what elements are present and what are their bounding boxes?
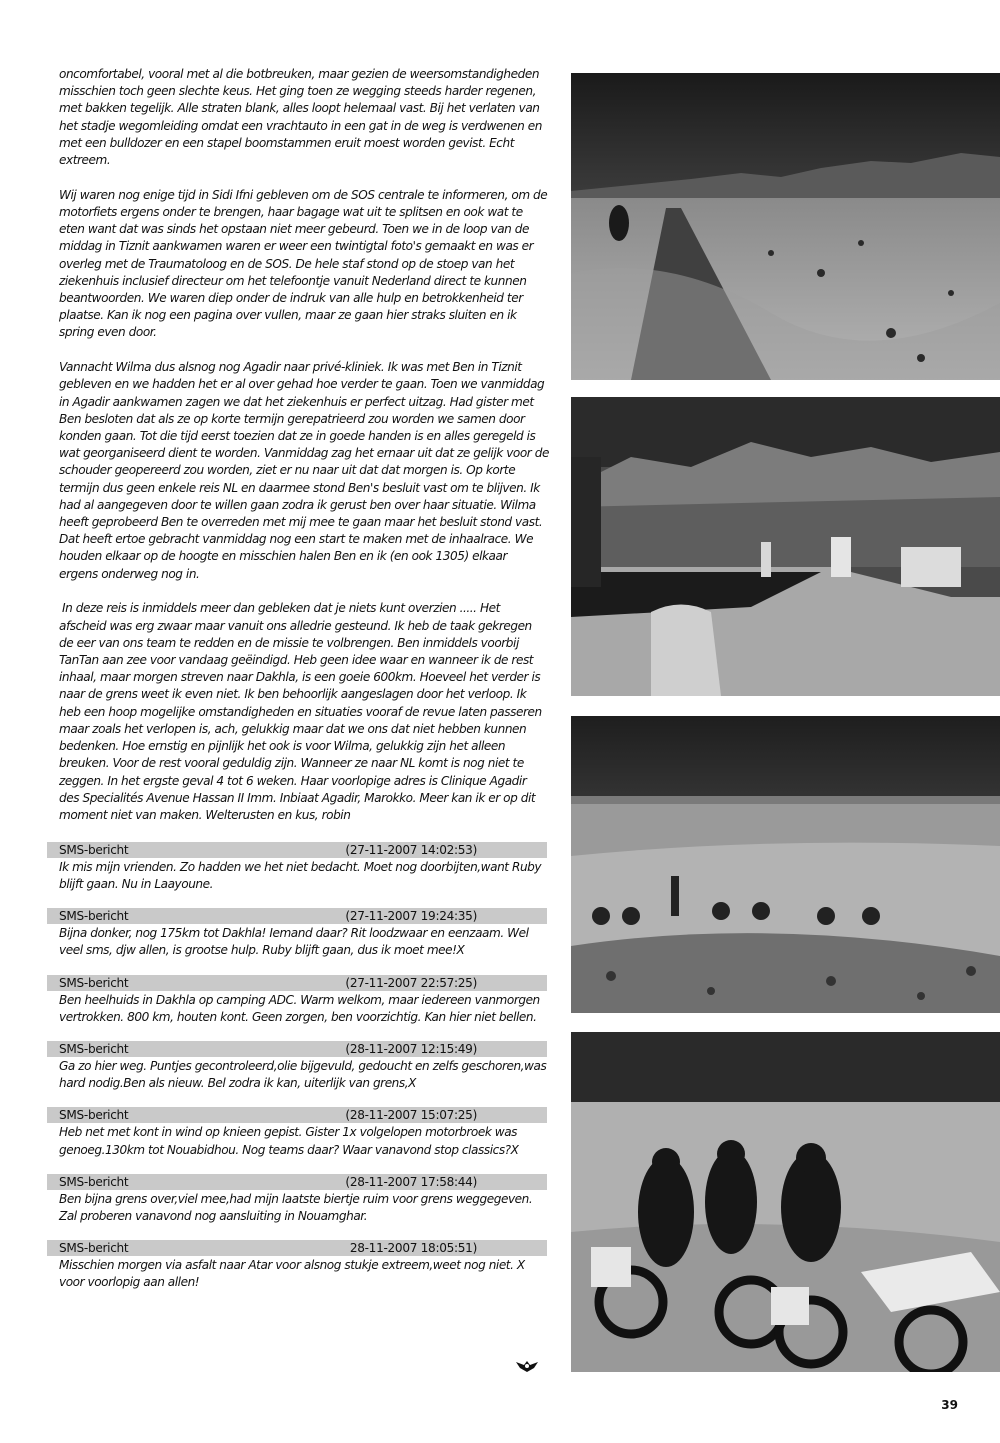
sms-header-bar <box>47 975 547 991</box>
sms-timestamp: (27-11-2007 14:02:53) <box>345 842 477 857</box>
sms-label: SMS-bericht <box>59 975 129 990</box>
sms-text: Ik mis mijn vrienden. Zo hadden we het niet bedacht. Moet nog doorbijten,want Ruby blijft gaan. Nu in Laayoune. <box>59 859 542 891</box>
sms-header-bar <box>47 1174 547 1190</box>
sms-text: Bijna donker, nog 175km tot Dakhla! Iemand daar? Rit loodzwaar en eenzaam. Wel veel sms, djw allen, is grootse hulp. Ruby blijft gaan, dus ik moet mee!X <box>59 926 529 958</box>
sms-timestamp: (27-11-2007 22:57:25) <box>345 975 477 990</box>
sms-header-bar <box>47 1240 547 1256</box>
photo-desert-road <box>571 73 1000 380</box>
photo-pool-terrace-image <box>571 397 1000 696</box>
sms-header-bar <box>47 1107 547 1123</box>
sms-header-bar <box>47 842 547 858</box>
sms-text: Heb net met kont in wind op knieen gepist. Gister 1x volgelopen motorbroek was genoeg.130km tot Nouabidhou. Nog teams daar? Waar vanavond stop classics?X <box>59 1125 519 1157</box>
magazine-logo <box>516 1358 538 1372</box>
photo-desert-plain <box>571 716 1000 1013</box>
sms-message <box>59 842 549 893</box>
winged-logo-icon <box>516 1359 538 1373</box>
sms-text: Misschien morgen via asfalt naar Atar voor alsnog stukje extreem,weet nog niet. X voor voorlopig aan allen! <box>59 1258 525 1290</box>
photo-riders-motorcycles <box>571 1032 1000 1372</box>
sms-message <box>59 908 549 959</box>
photo-desert-road-image <box>571 73 1000 380</box>
sms-message <box>59 1174 549 1225</box>
photo-desert-plain-image <box>571 716 1000 1013</box>
sms-header-bar <box>47 1041 547 1057</box>
sms-label: SMS-bericht <box>59 909 129 924</box>
sms-text: Ga zo hier weg. Puntjes gecontroleerd,olie bijgevuld, gedoucht en zelfs geschoren,was hard nodig.Ben als nieuw. Bel zodra ik kan, uiterlijk van grens,X <box>59 1058 547 1091</box>
sms-header-bar <box>47 908 547 924</box>
sms-text: Ben heelhuids in Dakhla op camping ADC. Warm welkom, maar iedereen vanmorgen vertrokken. 800 km, houten kont. Geen zorgen, ben voorzichtig. Kan hier niet bellen. <box>59 992 540 1024</box>
article-paragraph-4: In deze reis is inmiddels meer dan gebleken dat je niets kunt overzien ..... Het afscheid was erg zwaar maar vanuit ons alledrie gesteund. Ik heb de taak gekregen de eer van ons team te redden en de missie te volbrengen. Ben inmiddels voorbij TanTan aan zee voor vandaag geëindigd. Heb geen idee waar en wanneer ik de rest inhaal, maar morgen streven naar Dakhla, is een goeie 600km. Hoeveel het verder is naar de grens weet ik even niet. Ik ben behoorlijk aangeslagen door het verloop. Ik heb een hoop mogelijke omstandigheden en situaties vooraf de revue laten passeren maar zoals het verlopen is, ach, gelukkig maar dat we ons dat niet hebben kunnen bedenken. Hoe ernstig en pijnlijk het ook is voor Wilma, gelukkig zijn het alleen breuken. Voor de rest vooral geduldig zijn. Wanneer ze naar NL komt is nog niet te zeggen. In het ergste geval 4 tot 6 weken. Haar voorlopige adres is Clinique Agadir des Specialités Avenue Hassan II Imm. Inbiaat Agadir, Marokko. Meer kan ik er op dit moment niet van maken. Welterusten en kus, robin <box>59 601 542 822</box>
sms-message <box>59 975 549 1026</box>
sms-message <box>59 1041 549 1092</box>
sms-label: SMS-bericht <box>59 842 129 857</box>
photo-riders-motorcycles-image <box>571 1032 1000 1372</box>
sms-label: SMS-bericht <box>59 1241 129 1256</box>
sms-message <box>59 1240 549 1291</box>
sms-timestamp: (28-11-2007 17:58:44) <box>345 1174 477 1189</box>
sms-label: SMS-bericht <box>59 1041 129 1056</box>
photo-pool-terrace <box>571 397 1000 696</box>
sms-message <box>59 1107 549 1158</box>
article-column <box>59 66 549 1307</box>
sms-timestamp: (28-11-2007 15:07:25) <box>345 1108 477 1123</box>
sms-timestamp: (28-11-2007 12:15:49) <box>345 1041 477 1056</box>
sms-timestamp: (27-11-2007 19:24:35) <box>345 909 477 924</box>
page-number: 39 <box>941 1398 958 1412</box>
sms-text: Ben bijna grens over,viel mee,had mijn laatste biertje ruim voor grens weggegeven. Zal proberen vanavond nog aansluiting in Nouamghar. <box>59 1191 533 1223</box>
article-paragraph-3: Vannacht Wilma dus alsnog nog Agadir naar privé-kliniek. Ik was met Ben in Tiznit gebleven en we hadden het er al over gehad hoe verder te gaan. Toen we vanmiddag in Agadir aankwamen zagen we dat het ziekenhuis er perfect uitzag. Had gister met Ben besloten dat als ze op korte termijn gerepatrieerd zou worden we samen door konden gaan. Tot die tijd eerst toezien dat ze in goede handen is en alles geregeld is wat georganiseerd dient te worden. Vanmiddag zag het ernaar uit dat ze gelijk voor de schouder geopereerd zou worden, ziet er nu naar uit dat dat morgen is. Op korte termijn dus geen enkele reis NL en daarmee stond Ben's besluit vast om te blijven. Ik had al aangegeven door te willen gaan zodra ik gerust ben over haar situatie. Wilma heeft geprobeerd Ben te overreden met mij mee te gaan maar het besluit stond vast. Dat heeft ertoe gebracht vanmiddag nog een start te maken met de inhaalrace. We houden elkaar op de hoogte en misschien halen Ben en ik (en ook 1305) elkaar ergens onderweg nog in. <box>59 360 549 581</box>
sms-label: SMS-bericht <box>59 1108 129 1123</box>
article-paragraph-1: oncomfortabel, vooral met al die botbreuken, maar gezien de weersomstandigheden misschien toch geen slechte keus. Het ging toen ze wegging steeds harder regenen, met bakken tegelijk. Alle straten blank, alles loopt helemaal vast. Bij het verlaten van het stadje wegomleiding omdat een vrachtauto in een gat in de weg is verdwenen en met een bulldozer en een stapel boomstammen eruit moest worden gevist. Echt extreem. <box>59 67 542 168</box>
sms-timestamp: 28-11-2007 18:05:51) <box>349 1241 477 1256</box>
article-paragraph-2: Wij waren nog enige tijd in Sidi Ifni gebleven om de SOS centrale te informeren, om de motorfiets ergens onder te brengen, haar bagage wat uit te splitsen en ook wat te eten want dat was sinds het opstaan niet meer gebeurd. Toen we in de loop van de middag in Tiznit aankwamen waren er weer een twintigtal foto's gemaakt en was er overleg met de Traumatoloog en de SOS. De hele staf stond op de stoep van het ziekenhuis inclusief directeur om het telefoontje vanuit Nederland direct te kunnen beantwoorden. We waren diep onder de indruk van alle hulp en betrokkenheid ter plaatse. Kan ik nog een pagina over vullen, maar ze gaan hier straks sluiten en ik spring even door. <box>59 187 548 340</box>
sms-label: SMS-bericht <box>59 1174 129 1189</box>
